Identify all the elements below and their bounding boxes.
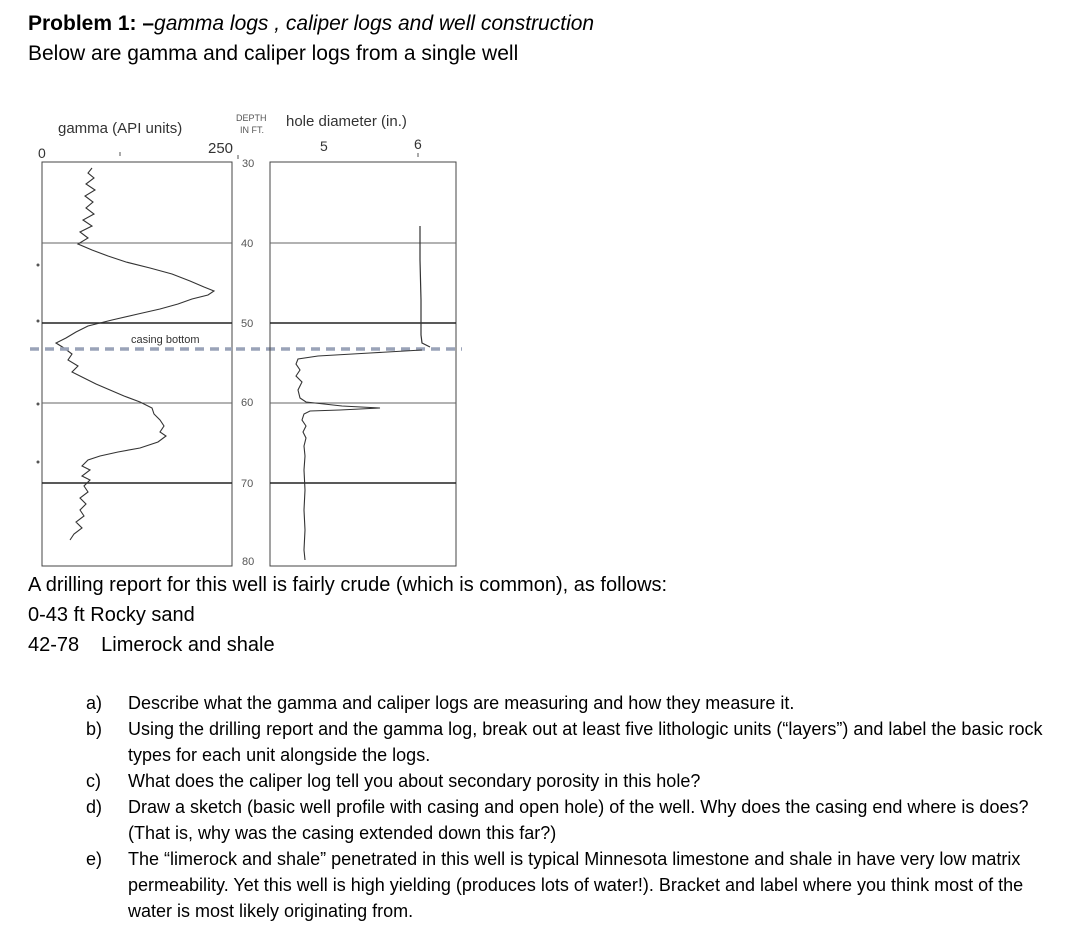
gamma-edge-dot: [37, 320, 40, 323]
depth-label-80: 80: [242, 556, 255, 568]
caliper-axis-title: hole diameter (in.): [286, 113, 407, 130]
depth-title-line2: IN FT.: [240, 125, 264, 135]
gamma-log-curve: [56, 168, 214, 540]
depth-label-40: 40: [241, 238, 254, 250]
question-a: [86, 690, 1056, 716]
gamma-axis-max: 250: [208, 140, 234, 157]
gamma-log-panel: [42, 162, 232, 566]
question-text: The “limerock and shale” penetrated in this well is typical Minnesota limestone and shale in have very low matrix permeability. Yet this well is high yielding (produces lots of water!). Bracket and label where you think most of the water is most likely originating from.: [128, 849, 1024, 921]
drilling-report-intro: A drilling report for this well is fairly crude (which is common), as follows:: [28, 574, 668, 596]
caliper-log-curve-openhole: [296, 350, 422, 560]
caliper-axis-max: 6: [414, 136, 422, 152]
depth-title-line1: DEPTH: [236, 113, 267, 123]
gamma-axis-title: gamma (API units): [58, 120, 183, 137]
question-c: [86, 768, 1056, 794]
depth-label-30: 30: [242, 158, 255, 170]
caliper-log-curve-casing: [420, 226, 430, 347]
drilling-report-line1: 0-43 ft Rocky sand: [28, 604, 195, 626]
gamma-edge-dot: [37, 403, 40, 406]
report-depth-range: 42-78: [28, 634, 80, 656]
gamma-edge-dot: [37, 264, 40, 267]
depth-label-60: 60: [241, 397, 254, 409]
gamma-edge-dot: [37, 461, 40, 464]
question-label: d): [86, 797, 103, 817]
question-text: Draw a sketch (basic well profile with casing and open hole) of the well. Why does the casing end where is does? (That is, why was the casing extended down this far?): [128, 797, 1029, 843]
caliper-axis-min: 5: [320, 138, 328, 154]
question-text: Describe what the gamma and caliper logs are measuring and how they measure it.: [128, 693, 795, 713]
problem-title: [28, 12, 594, 36]
title-italic: gamma logs , caliper logs and well construction: [154, 12, 595, 35]
title-bold: Problem 1: –: [28, 12, 155, 35]
report-lithology: Limerock and shale: [101, 634, 275, 656]
problem-subtitle: Below are gamma and caliper logs from a single well: [28, 42, 519, 65]
question-e: [86, 846, 1056, 924]
question-b: [86, 716, 1056, 768]
question-text: What does the caliper log tell you about secondary porosity in this hole?: [128, 771, 701, 791]
depth-label-70: 70: [241, 478, 254, 490]
question-d: [86, 794, 1056, 846]
gamma-axis-min: 0: [38, 145, 46, 161]
well-log-figure: [0, 100, 470, 570]
question-list: [86, 690, 1056, 924]
depth-label-50: 50: [241, 318, 254, 330]
caliper-log-panel: [270, 162, 456, 566]
question-label: b): [86, 719, 103, 739]
question-label: e): [86, 849, 103, 869]
question-text: Using the drilling report and the gamma log, break out at least five lithologic units (“layers”) and label the basic rock types for each unit alongside the logs.: [128, 719, 1043, 765]
question-label: a): [86, 693, 103, 713]
drilling-report-line2: [28, 634, 275, 657]
casing-bottom-label: casing bottom: [131, 334, 200, 346]
question-label: c): [86, 771, 101, 791]
